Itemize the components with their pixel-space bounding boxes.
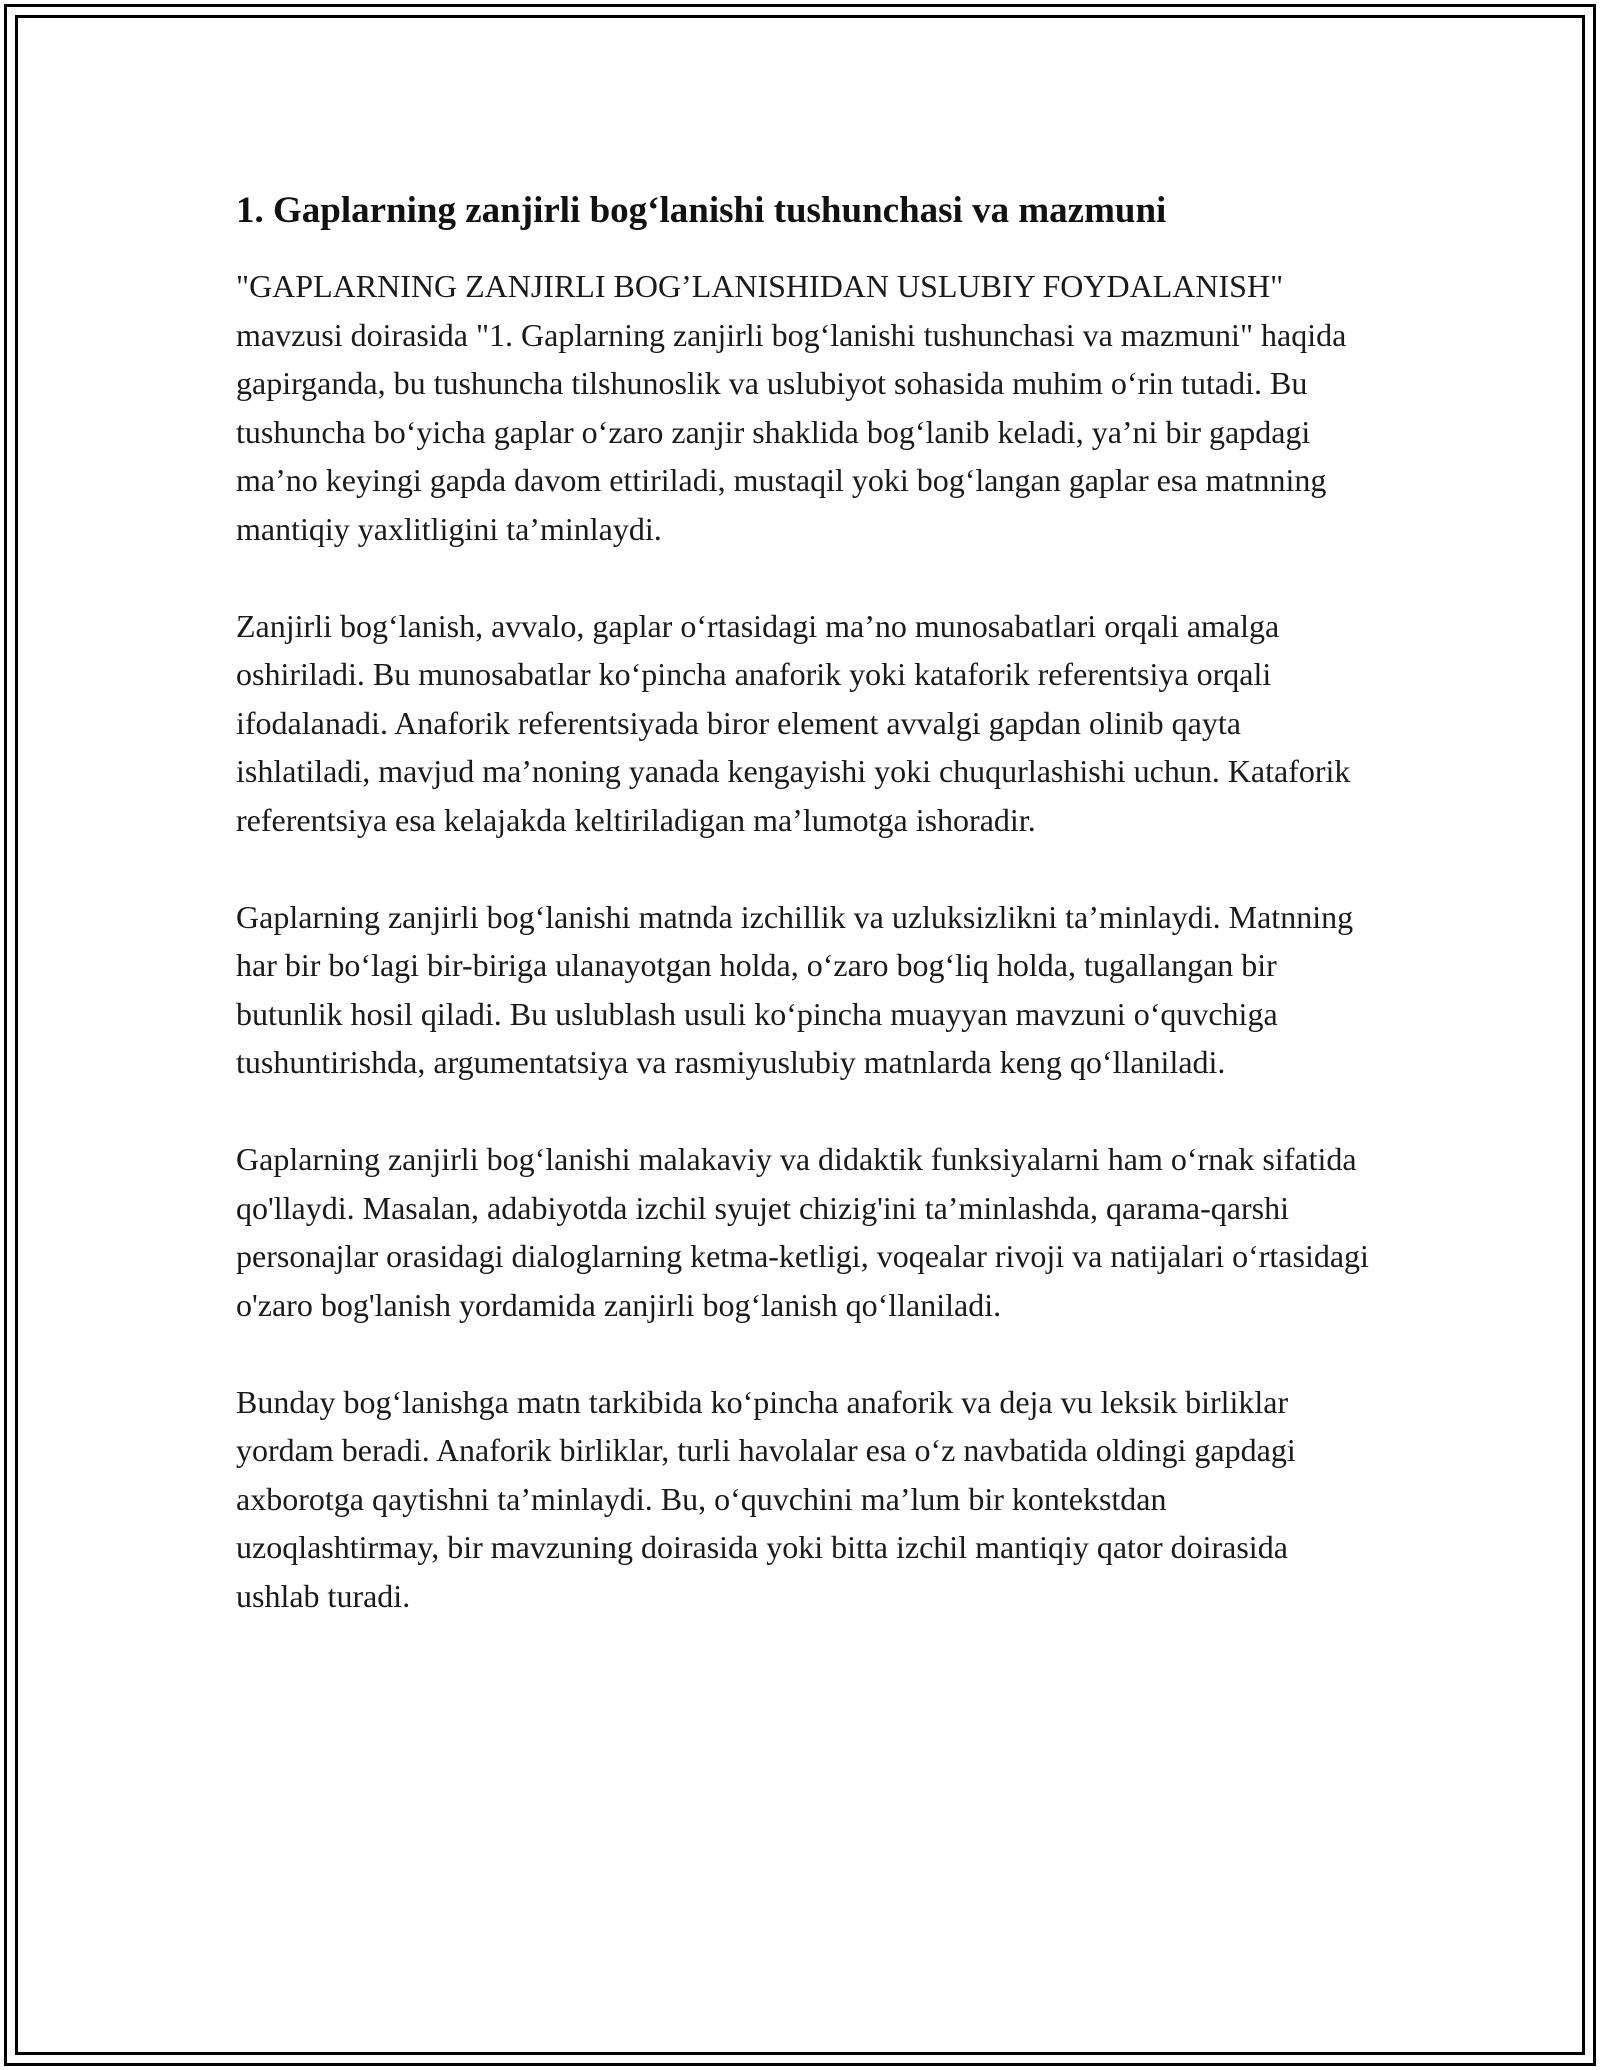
paragraph-4: Gaplarning zanjirli bog‘lanishi malakaviy va didaktik funksiyalarni ham o‘rnak sifatida qo'llaydi. Masalan, adabiyotda izchil syujet chizig'ini ta’minlashda, qarama-qarshi personajlar orasidagi dialoglarning ketma-ketligi, voqealar rivoji va natijalari o‘rtasidagi o'zaro bog'lanish yordamida zanjirli bog‘lanish qo‘llaniladi. bbox=[236, 1141, 1369, 1323]
section-heading: 1. Gaplarning zanjirli bog‘lanishi tushunchasi va mazmuni bbox=[236, 190, 1167, 231]
paragraph-1: "GAPLARNING ZANJIRLI BOG’LANISHIDAN USLUBIY FOYDALANISH" mavzusi doirasida "1. Gaplarning zanjirli bog‘lanishi tushunchasi va mazmuni" haqida gapirganda, bu tushuncha tilshunoslik va uslubiyot sohasida muhim o‘rin tutadi. Bu tushuncha bo‘yicha gaplar o‘zaro zanjir shaklida bog‘lanib keladi, ya’ni bir gapdagi ma’no keyingi gapda davom ettiriladi, mustaqil yoki bog‘langan gaplar esa matnning mantiqiy yaxlitligini ta’minlaydi. bbox=[236, 268, 1347, 547]
document-body bbox=[236, 186, 1376, 1669]
paragraph-2: Zanjirli bog‘lanish, avvalo, gaplar o‘rtasidagi ma’no munosabatlari orqali amalga oshiriladi. Bu munosabatlar ko‘pincha anaforik yoki kataforik referentsiya orqali ifodalanadi. Anaforik referentsiyada biror element avvalgi gapdan olinib qayta ishlatiladi, mavjud ma’noning yanada kengayishi yoki chuqurlashishi uchun. Kataforik referentsiya esa kelajakda keltiriladigan ma’lumotga ishoradir. bbox=[236, 607, 1351, 838]
paragraph-3: Gaplarning zanjirli bog‘lanishi matnda izchillik va uzluksizlikni ta’minlaydi. Matnning har bir bo‘lagi bir-biriga ulanayotgan holda, o‘zaro bog‘liq holda, tugallangan bir butunlik hosil qiladi. Bu uslublash usuli ko‘pincha muayyan mavzuni o‘quvchiga tushuntirishda, argumentatsiya va rasmiyuslubiy matnlarda keng qo‘llaniladi. bbox=[236, 898, 1354, 1080]
paragraph-5: Bunday bog‘lanishga matn tarkibida ko‘pincha anaforik va deja vu leksik birliklar yordam beradi. Anaforik birliklar, turli havolalar esa o‘z navbatida oldingi gapdagi axborotga qaytishni ta’minlaydi. Bu, o‘quvchini ma’lum bir kontekstdan uzoqlashtirmay, bir mavzuning doirasida yoki bitta izchil mantiqiy qator doirasida ushlab turadi. bbox=[236, 1383, 1296, 1614]
